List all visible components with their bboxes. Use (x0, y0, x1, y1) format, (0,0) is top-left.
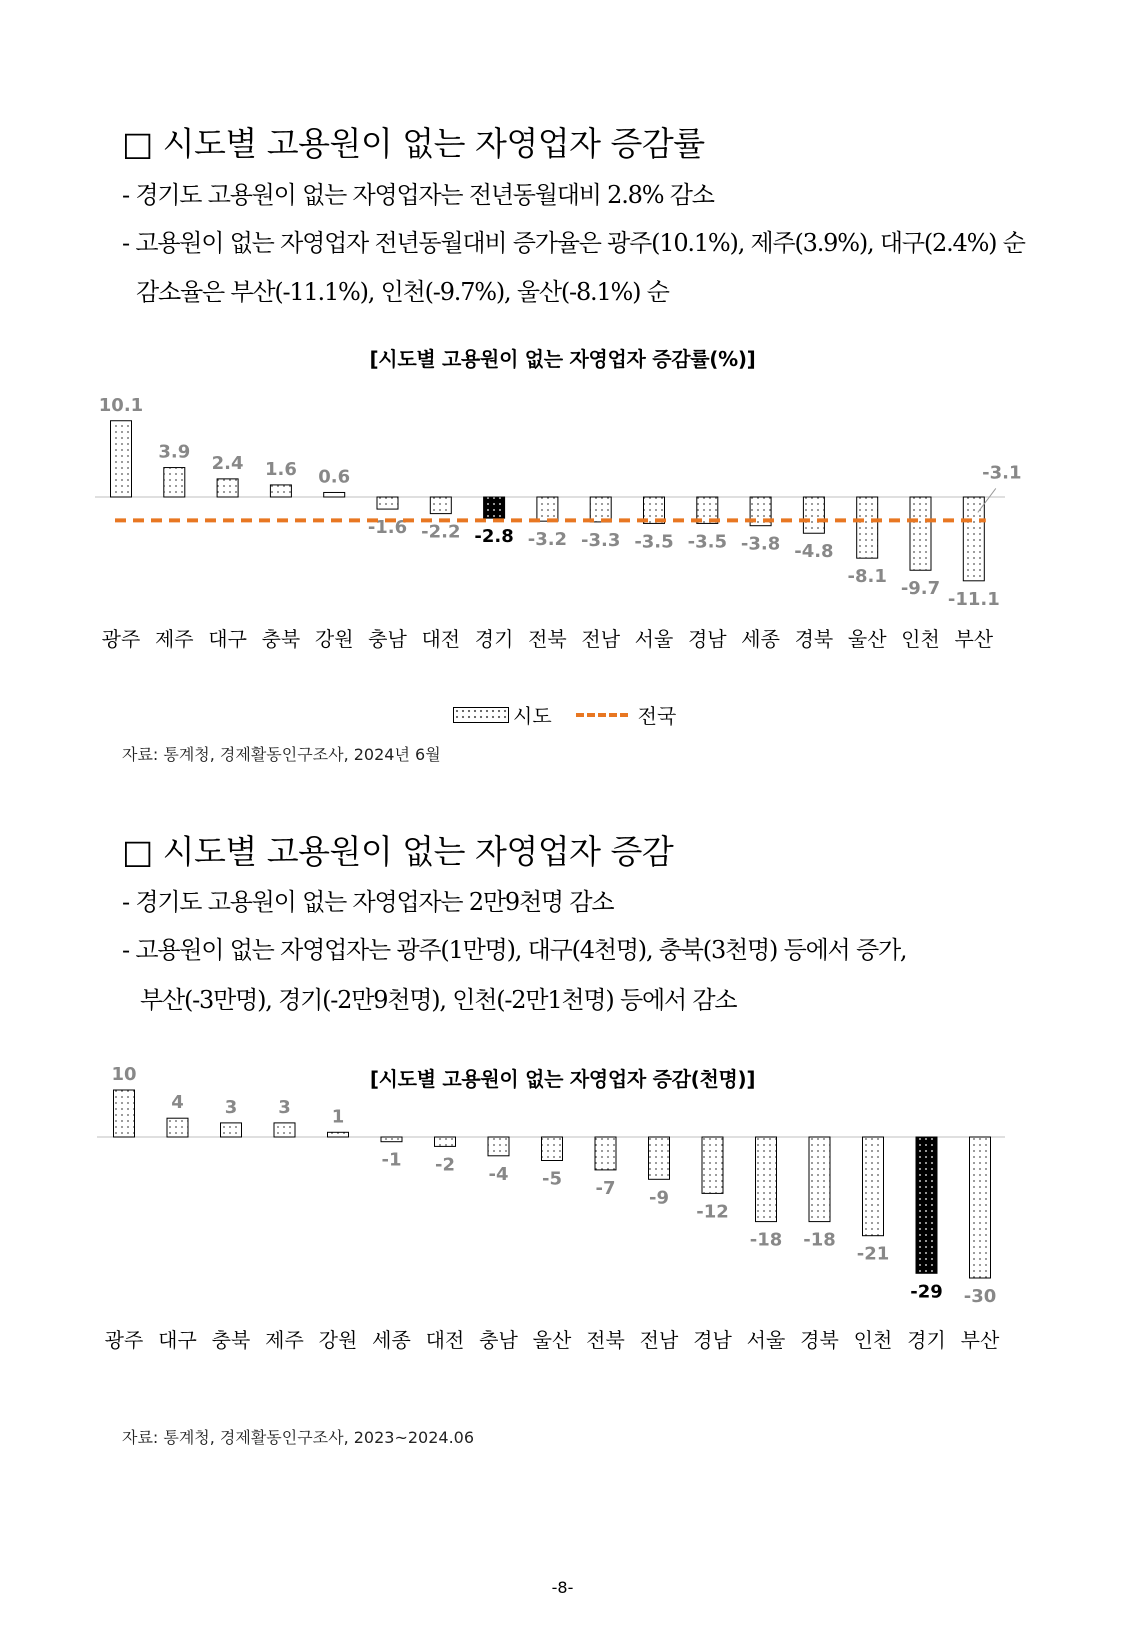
data-label-광주: 10.1 (98, 394, 144, 416)
data-label-인천: -21 (856, 1243, 890, 1265)
data-label-충북: 1.6 (264, 458, 297, 480)
data-label-제주: 3.9 (158, 441, 191, 463)
category-label-인천: 인천 (901, 627, 940, 651)
bar-울산 (857, 497, 878, 558)
category-label-경북: 경북 (800, 1328, 839, 1352)
category-label-경기: 경기 (474, 627, 514, 651)
bar-부산 (963, 497, 984, 581)
bar-제주 (164, 468, 185, 497)
bar-경북 (809, 1137, 830, 1222)
category-label-제주: 제주 (154, 627, 194, 651)
bar-대구 (217, 479, 238, 497)
category-label-전남: 전남 (639, 1328, 679, 1352)
data-label-광주: 10 (111, 1064, 137, 1085)
data-label-전북: -7 (595, 1177, 616, 1199)
bar-경기 (484, 497, 505, 518)
bar-전남 (590, 497, 611, 522)
category-label-경북: 경북 (794, 627, 834, 651)
bar-울산 (542, 1137, 563, 1161)
bar-인천 (863, 1137, 884, 1236)
category-label-대전: 대전 (421, 627, 461, 651)
section1-source: 자료: 통계청, 경제활동인구조사, 2024년 6월 (122, 745, 441, 764)
bar-세종 (381, 1137, 402, 1142)
data-label-충남: -1.6 (367, 517, 408, 539)
data-label-경기: -29 (910, 1281, 943, 1303)
category-label-충남: 충남 (368, 627, 407, 651)
bar-경기 (916, 1137, 937, 1273)
category-label-전남: 전남 (581, 627, 621, 651)
data-label-경북: -4.8 (794, 541, 834, 563)
data-label-부산: -11.1 (947, 588, 1000, 610)
category-label-대구: 대구 (158, 1328, 197, 1352)
data-label-부산: -30 (963, 1286, 997, 1307)
bar-인천 (910, 497, 931, 570)
category-label-부산: 부산 (954, 627, 994, 651)
bar-강원 (324, 492, 345, 497)
category-label-충남: 충남 (479, 1328, 518, 1352)
bar-강원 (328, 1132, 349, 1137)
data-label-대전: -2.2 (421, 521, 461, 543)
chart1-svg (0, 394, 1125, 680)
bar-전북 (595, 1137, 616, 1170)
data-label-대전: -2 (435, 1154, 455, 1176)
page-number: -8- (551, 1578, 574, 1597)
data-label-충남: -4 (488, 1163, 509, 1185)
category-label-전북: 전북 (528, 627, 567, 651)
category-label-강원: 강원 (318, 1328, 358, 1352)
data-label-충북: 3 (224, 1096, 238, 1118)
category-label-부산: 부산 (960, 1328, 1000, 1352)
data-label-강원: 1 (331, 1106, 345, 1128)
category-label-인천: 인천 (853, 1328, 893, 1352)
section1-bullet-3: 감소율은 부산(-11.1%), 인천(-9.7%), 울산(-8.1%) 순 (136, 278, 669, 306)
category-label-충북: 충북 (261, 627, 301, 651)
section1-bullet-2: - 고용원이 없는 자영업자 전년동월대비 증가율은 광주(10.1%), 제주(3.9%), 대구(2.4%) 순 (122, 229, 1025, 257)
section1-bullet-1: - 경기도 고용원이 없는 자영업자는 전년동월대비 2.8% 감소 (122, 181, 714, 209)
bar-충남 (488, 1137, 509, 1156)
data-label-제주: 3 (278, 1096, 291, 1118)
bar-충북 (221, 1123, 242, 1137)
section2-bullet-2: - 고용원이 없는 자영업자는 광주(1만명), 대구(4천명), 충북(3천명) 등에서 증가, (122, 936, 907, 964)
category-label-제주: 제주 (265, 1328, 304, 1352)
data-label-서울: -18 (749, 1229, 783, 1251)
data-label-울산: -5 (542, 1168, 562, 1190)
legend-label-sido: 시도 (513, 704, 552, 728)
category-label-세종: 세종 (741, 627, 780, 651)
data-label-인천: -9.7 (900, 578, 941, 600)
bar-대구 (167, 1118, 188, 1137)
category-label-경기: 경기 (907, 1328, 946, 1352)
section1-title: □ 시도별 고용원이 없는 자영업자 증감률 (122, 124, 705, 163)
category-label-경남: 경남 (687, 627, 727, 651)
category-label-전북: 전북 (586, 1328, 625, 1352)
data-label-전북: -3.2 (527, 529, 568, 551)
data-label-세종: -1 (381, 1149, 402, 1171)
bar-경북 (803, 497, 824, 533)
category-label-세종: 세종 (372, 1328, 411, 1352)
category-label-서울: 서울 (746, 1328, 786, 1352)
legend-label-national: 전국 (637, 704, 677, 728)
category-label-대전: 대전 (425, 1328, 465, 1352)
bar-서울 (756, 1137, 777, 1222)
legend-swatch-national (576, 713, 628, 717)
chart1-legend (453, 700, 676, 729)
section2-title: □ 시도별 고용원이 없는 자영업자 증감 (122, 832, 674, 871)
section2-source: 자료: 통계청, 경제활동인구조사, 2023~2024.06 (122, 1428, 475, 1447)
data-label-전남: -3.3 (581, 529, 621, 551)
data-label-울산: -8.1 (847, 566, 887, 588)
bar-충남 (377, 497, 398, 509)
data-label-대구: 4 (171, 1092, 184, 1114)
bar-부산 (970, 1137, 991, 1278)
bar-광주 (111, 421, 132, 497)
data-label-서울: -3.5 (634, 531, 674, 553)
chart1-title: [시도별 고용원이 없는 자영업자 증감률(%)] (369, 347, 756, 371)
bar-광주 (114, 1090, 135, 1137)
category-label-광주: 광주 (101, 627, 141, 651)
data-label-경남: -12 (696, 1201, 729, 1223)
category-label-경남: 경남 (693, 1328, 732, 1352)
bar-경남 (702, 1137, 723, 1193)
bar-충북 (270, 485, 291, 497)
category-label-강원: 강원 (314, 627, 354, 651)
category-label-울산: 울산 (847, 627, 887, 651)
bar-대전 (430, 497, 451, 514)
category-label-광주: 광주 (104, 1328, 144, 1352)
data-label-강원: 0.6 (318, 466, 351, 488)
data-label-경기: -2.8 (474, 526, 514, 548)
bar-전북 (537, 497, 558, 521)
bar-전남 (649, 1137, 670, 1179)
legend-swatch-sido (453, 707, 509, 723)
chart2-title: [시도별 고용원이 없는 자영업자 증감(천명)] (369, 1067, 756, 1091)
bar-제주 (274, 1123, 295, 1137)
category-label-서울: 서울 (634, 627, 674, 651)
category-label-울산: 울산 (532, 1328, 572, 1352)
data-label-경북: -18 (803, 1229, 836, 1251)
data-label-경남: -3.5 (687, 531, 727, 553)
data-label-전남: -9 (649, 1187, 669, 1209)
data-label-세종: -3.8 (740, 533, 781, 555)
data-label-대구: 2.4 (211, 452, 244, 474)
national-line-label: -3.1 (982, 462, 1022, 484)
category-label-충북: 충북 (211, 1328, 251, 1352)
bar-대전 (435, 1137, 456, 1146)
section2-bullet-1: - 경기도 고용원이 없는 자영업자는 2만9천명 감소 (122, 888, 614, 916)
category-label-대구: 대구 (208, 627, 247, 651)
section2-bullet-3: 부산(-3만명), 경기(-2만9천명), 인천(-2만1천명) 등에서 감소 (140, 986, 737, 1014)
